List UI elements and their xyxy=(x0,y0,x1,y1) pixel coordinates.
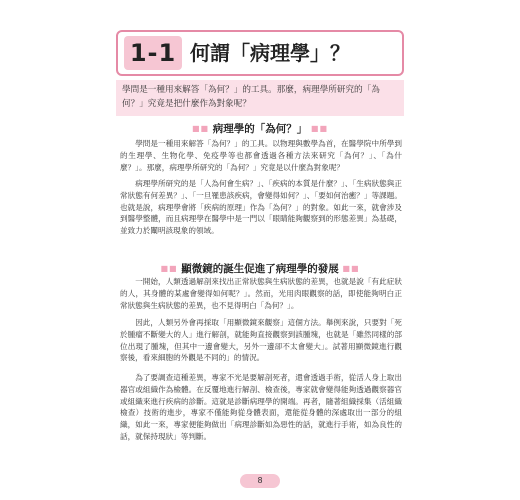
decoration-icon: ■■ xyxy=(342,264,360,273)
section2-paragraph: 為了要調查這種差異，專家不光是要解剖死者，還會透過手術，從活人身上取出器官或組織作為檢體。在反覆地進行解剖、檢查後，專家就會變得能夠透過觀察器官或組織來進行疾病的診斷。這就是診斷病理學的開端。再者，隨著組織採集（活組織檢查）技術的進步，專家不僅能夠從身體表面，還能從身體的深處取出一部分的組織，如此一來，專家便能夠做出「病理診斷如為惡性的話，就進行手術，如為良性的話，就保持現狀」等判斷。 xyxy=(120,373,402,441)
section-heading-1-text: 病理學的「為何？」 xyxy=(212,123,308,135)
section-heading-1 xyxy=(116,122,404,136)
chapter-title: 何謂「病理學」？ xyxy=(190,41,350,65)
intro-summary: 學問是一種用來解答「為何？」的工具。那麼，病理學所研究的「為何？」究竟是把什麼作為對象呢？ xyxy=(116,80,404,116)
chapter-number: 1-1 xyxy=(124,36,182,70)
section2-paragraph: 一開始，人類透過解剖來找出正常狀態與生病狀態的差異，也就是說「有此症狀的人，其身體的某處會變得如何呢？」。然而，光用肉眼觀察的話，即使能夠明白正常狀態與生病狀態的差異，也不見得明白「為何？」。 xyxy=(120,277,402,310)
decoration-icon: ■■ xyxy=(310,124,329,133)
section2-paragraph: 因此，人類另外會再採取「用顯微鏡來觀察」這個方法。舉例來說，只要對「死於腫瘤不斷變大的人」進行解剖，就能夠直接觀察到該腫塊，也就是「雖然同樣的部位出現了腫塊，但其中一邊會變大，另外一邊卻不太會變大」。試著用顯微鏡進行觀察後，看來細胞的外觀是不同的」的情況。 xyxy=(120,318,402,363)
decoration-icon: ■■ xyxy=(191,124,210,133)
decoration-icon: ■■ xyxy=(160,264,178,273)
section-heading-2-text: 顯微鏡的誕生促進了病理學的發展 xyxy=(181,263,339,275)
section1-paragraph: 學問是一種用來解答「為何？」的工具。以物理與數學為首，在醫學院中所學到的生理學、生物化學、免疫學等也都會透過各種方法來研究「為何？」、「為什麼？」。那麼，病理學所研究的「為何？」究竟是以什麼為對象呢？ xyxy=(120,139,402,172)
chapter-header xyxy=(116,30,404,76)
section-heading-2 xyxy=(116,262,404,276)
page-number: 8 xyxy=(240,474,280,488)
section1-paragraph: 病理學所研究的是「人為何會生病？」、「疾病的本質是什麼？」、「生病狀態與正常狀態有何差異？」、「一旦罹患該疾病，會變得如何？」、「要如何治癒？」等課題。也就是說，病理學會將「疾病的原理」作為「為何？」的對象。如此一來，就會涉及到醫學整體，而且病理學在醫學中是一門以「眼睛能夠觀察到的形態差異」為基礎，並致力於闡明該現象的領域。 xyxy=(120,179,402,236)
